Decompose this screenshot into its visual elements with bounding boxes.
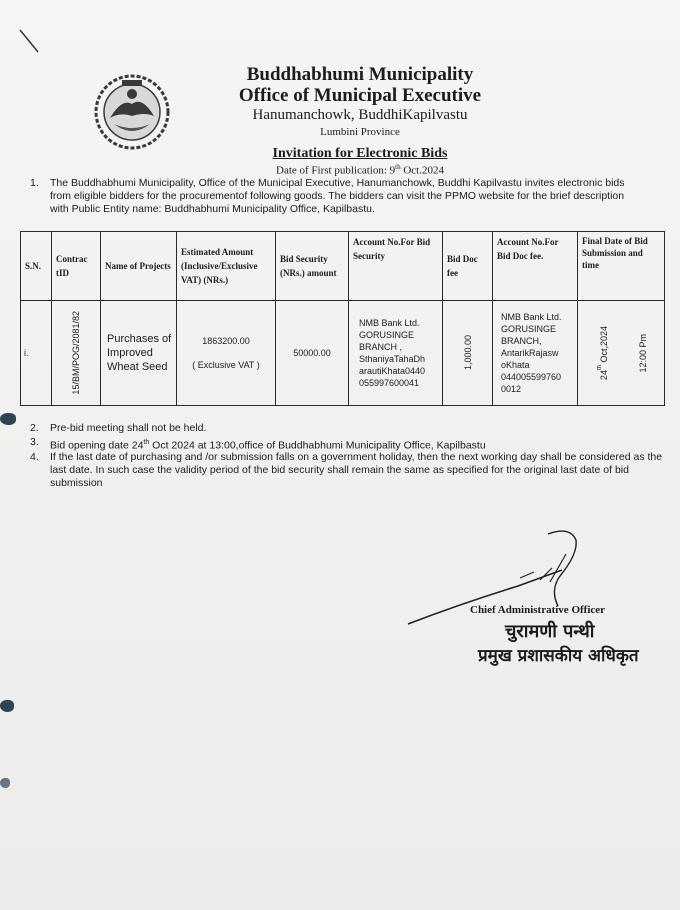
publication-date: Date of First publication: 9th Oct.2024: [276, 163, 444, 177]
header-account-doc: Account No.For Bid Doc fee.: [493, 232, 578, 301]
estimated-vat: ( Exclusive VAT ): [192, 360, 260, 370]
note-2: [30, 422, 635, 435]
notice-title: Invitation for Electronic Bids: [272, 146, 448, 161]
cell-account-security: NMB Bank Ltd. GORUSINGE BRANCH , SthaniyaTahaDh arautiKhata0440 055997600041: [349, 301, 443, 406]
note-2-number: 2.: [30, 422, 39, 434]
intro-text: The Buddhabhumi Municipality, Office of the Municipal Executive, Hanumanchowk, Buddhi Kapilvastu invites electronic bids from eligible bidders for the procurementof following goods. The bidders can visit the PPMO website for the brief description with Public Entity name: Buddhabhumi Municipality Office, Kapilbastu.: [50, 177, 625, 215]
cell-doc-fee: [443, 301, 493, 406]
cell-sn: i.: [21, 301, 52, 406]
org-name: Buddhabhumi Municipality: [246, 64, 474, 85]
header-bid-security: Bid Security (NRs.) amount: [276, 232, 349, 301]
final-time-text: 12:00 Pm: [637, 333, 648, 373]
table-header-row: [21, 232, 665, 301]
note-3-text: Bid opening date 24th Oct 2024 at 13:00,office of Buddhabhumi Municipality Office, Kapilbastu: [50, 439, 486, 452]
office-address: Hanumanchowk, BuddhiKapilvastu: [252, 107, 468, 123]
province-name: Lumbini Province: [320, 126, 400, 138]
nepal-government-emblem-icon: [92, 72, 172, 152]
cell-final-date: [578, 301, 665, 406]
signatory-title: Chief Administrative Officer: [470, 604, 606, 616]
header-doc-fee: Bid Doc fee: [443, 232, 493, 301]
binding-hole-mark: [0, 413, 16, 425]
header-estimated-amount: Estimated Amount (Inclusive/Exclusive VAT) (NRs.): [177, 232, 276, 301]
header-sn: S.N.: [21, 232, 52, 301]
note-3-number: 3.: [30, 436, 39, 448]
doc-fee-text: 1,000.00: [462, 335, 473, 371]
cell-contract-id: [52, 301, 101, 406]
binding-hole-mark: [0, 700, 14, 712]
table-row: [21, 301, 665, 406]
intro-paragraph: [30, 177, 635, 216]
note-4-number: 4.: [30, 451, 39, 463]
contract-id-text: 15/BM/POG/2081/82: [71, 311, 81, 395]
header-contract-id: Contrac tID: [52, 232, 101, 301]
note-4-text: If the last date of purchasing and /or submission falls on a government holiday, then the next working day shall be considered as the last date. In such case the validity period of the bid security shall remain the same as specified for the original last date of bid submission: [50, 451, 663, 489]
note-2-text: Pre-bid meeting shall not be held.: [50, 422, 207, 434]
signatory-title-nepali: प्रमुख प्रशासकीय अधिकृत: [478, 646, 639, 666]
intro-number: 1.: [30, 177, 39, 189]
cell-project: Purchases of Improved Wheat Seed: [101, 301, 177, 406]
cell-account-doc: NMB Bank Ltd. GORUSINGE BRANCH, AntarikRajasw oKhata 044005599760 0012: [493, 301, 578, 406]
signatory-name-nepali: चुरामणी पन्थी: [505, 621, 595, 642]
header-account-security: Account No.For Bid Security: [349, 232, 443, 301]
cell-bid-security: 50000.00: [276, 301, 349, 406]
estimated-value: 1863200.00: [202, 336, 250, 346]
final-date-text: 24th Oct,2024: [596, 325, 609, 381]
header-final-date: Final Date of Bid Submission and time: [578, 232, 665, 301]
cell-estimated: [177, 301, 276, 406]
header-project: Name of Projects: [101, 232, 177, 301]
binding-hole-mark: [0, 778, 10, 788]
note-4: [30, 451, 670, 490]
pen-mark-icon: [18, 28, 42, 56]
office-name: Office of Municipal Executive: [238, 85, 482, 106]
bid-table: [20, 231, 665, 406]
